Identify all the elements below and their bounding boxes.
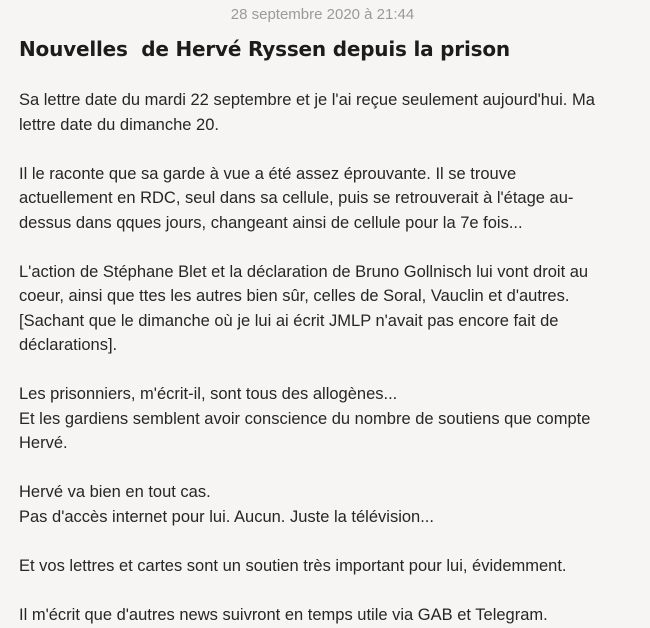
text-line: actuellement en RDC, seul dans sa cellule, puis se retrouverait à l'étage au- — [19, 189, 574, 207]
text-line: Sa lettre date du mardi 22 septembre et je l'ai reçue seulement aujourd'hui. Ma — [19, 91, 595, 109]
text-line: Hervé va bien en tout cas. — [19, 483, 211, 501]
text-line: L'action de Stéphane Blet et la déclaration de Bruno Gollnisch lui vont droit au — [19, 262, 589, 281]
text-line: lettre date du dimanche 20. — [19, 115, 219, 134]
note-paragraph — [19, 554, 626, 579]
text-line: Pas d'accès internet pour lui. Aucun. Juste la télévision... — [19, 507, 434, 526]
text-line: coeur, ainsi que ttes les autres bien sûr, celles de Soral, Vauclin et d'autres. — [19, 287, 570, 305]
text-line: Et vos lettres et cartes sont un soutien très important pour lui, évidemment. — [19, 556, 567, 575]
text-line: Les prisonniers, m'écrit-il, sont tous des allogènes... — [19, 385, 398, 403]
note-paragraph — [19, 88, 626, 137]
text-line: Et les gardiens semblent avoir conscience du nombre de soutiens que compte — [19, 409, 591, 428]
note-paragraph — [19, 260, 626, 358]
note-paragraph — [19, 162, 626, 236]
note-body[interactable] — [19, 88, 626, 627]
note-paragraph — [19, 382, 626, 456]
note-title[interactable]: Nouvelles de Hervé Ryssen depuis la prison — [19, 37, 510, 61]
text-line: Hervé. — [19, 434, 68, 452]
text-line: Il le raconte que sa garde à vue a été assez éprouvante. Il se trouve — [19, 164, 517, 183]
text-line: dessus dans qques jours, changeant ainsi de cellule pour la 7e fois... — [19, 213, 523, 232]
text-line: Il m'écrit que d'autres news suivront en temps utile via GAB et Telegram. — [19, 605, 548, 624]
note-paragraph — [19, 480, 626, 529]
note-paragraph — [19, 603, 626, 628]
text-line: déclarations]. — [19, 336, 118, 354]
text-line: [Sachant que le dimanche où je lui ai écrit JMLP n'avait pas encore fait de — [19, 311, 559, 330]
note-timestamp: 28 septembre 2020 à 21:44 — [230, 6, 415, 23]
